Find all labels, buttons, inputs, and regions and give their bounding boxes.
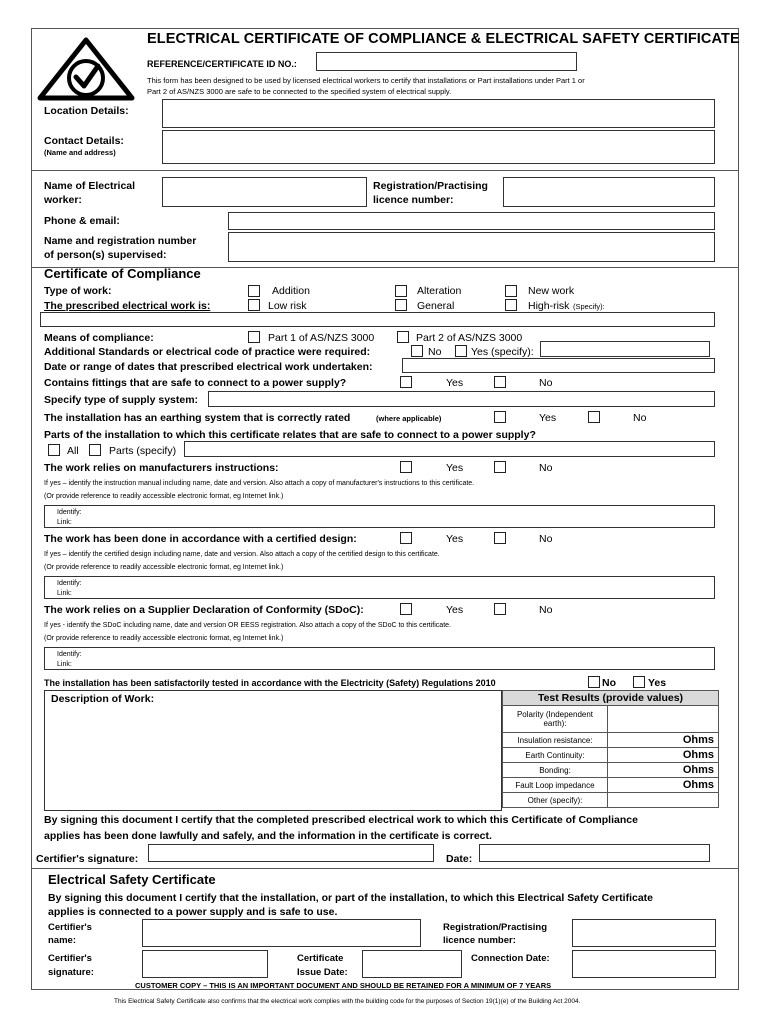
reference-id-label: REFERENCE/CERTIFICATE ID NO.: xyxy=(147,59,297,69)
contact-label: Contact Details: xyxy=(44,135,124,147)
esc-reg-label-1: Registration/Practising xyxy=(443,922,547,933)
design-label: The work has been done in accordance with a certified design: xyxy=(44,533,357,545)
test-label-insulation: Insulation resistance: xyxy=(503,733,608,748)
intro-text-line2: Part 2 of AS/NZS 3000 are safe to be connected to the specified system of electrical supply. xyxy=(147,87,452,96)
test-results-heading: Test Results (provide values) xyxy=(503,691,719,706)
esc-issue-label-2: Issue Date: xyxy=(297,967,348,978)
earthing-note: (where applicable) xyxy=(376,414,442,423)
location-input[interactable] xyxy=(162,99,715,128)
low-risk-label: Low risk xyxy=(268,300,307,312)
general-label: General xyxy=(417,300,455,312)
fittings-yes-checkbox[interactable] xyxy=(400,376,412,388)
sdoc-yes-label: Yes xyxy=(446,604,464,616)
worker-reg-input[interactable] xyxy=(503,177,715,207)
worker-name-label-2: worker: xyxy=(44,194,82,206)
earthing-yes-label: Yes xyxy=(539,412,557,424)
general-checkbox[interactable] xyxy=(395,299,407,311)
design-identify-input[interactable] xyxy=(44,576,715,599)
description-input[interactable] xyxy=(44,690,502,811)
test-results-table xyxy=(502,690,719,808)
tested-label: The installation has been satisfactorily tested in accordance with the Electricity (Safety) Regulations 2010 xyxy=(44,678,496,688)
parts-specify-checkbox[interactable] xyxy=(89,444,101,456)
test-value-earth-continuity[interactable]: Ohms xyxy=(608,748,719,763)
fittings-yes-label: Yes xyxy=(446,377,464,389)
sdoc-label: The work relies on a Supplier Declaration of Conformity (SDoC): xyxy=(44,604,364,616)
parts-all-label: All xyxy=(67,445,79,457)
additional-yes-checkbox[interactable] xyxy=(455,345,467,357)
test-label-earth-continuity: Earth Continuity: xyxy=(503,748,608,763)
contact-input[interactable] xyxy=(162,130,715,164)
reference-id-input[interactable] xyxy=(316,52,577,71)
fittings-no-label: No xyxy=(539,377,553,389)
test-label-bonding: Bonding: xyxy=(503,763,608,778)
design-no-label: No xyxy=(539,533,553,545)
esc-heading: Electrical Safety Certificate xyxy=(48,872,216,887)
test-value-fault-loop[interactable]: Ohms xyxy=(608,778,719,793)
tested-yes-checkbox[interactable] xyxy=(633,676,645,688)
high-risk-specify-label: (Specify): xyxy=(573,302,605,311)
manufacturer-note-1: If yes – identify the instruction manual including name, date and version. Also attach a copy of manufacturer's instructions to this certificate. xyxy=(44,480,475,487)
worker-reg-label-1: Registration/Practising xyxy=(373,180,488,192)
parts-all-checkbox[interactable] xyxy=(48,444,60,456)
parts-specify-label: Parts (specify) xyxy=(109,445,177,457)
means-of-compliance-label: Means of compliance: xyxy=(44,332,154,344)
sdoc-note-2: (Or provide reference to readily accessible electronic format, eg Internet link.) xyxy=(44,635,284,642)
coc-date-input[interactable] xyxy=(479,844,710,862)
low-risk-checkbox[interactable] xyxy=(248,299,260,311)
design-note-2: (Or provide reference to readily accessible electronic format, eg Internet link.) xyxy=(44,564,284,571)
esc-sig-label-2: signature: xyxy=(48,967,94,978)
test-label-fault-loop: Fault Loop impedance xyxy=(503,778,608,793)
parts-label: Parts of the installation to which this certificate relates that are safe to connect to a power supply? xyxy=(44,429,536,441)
fittings-label: Contains fittings that are safe to connect to a power supply? xyxy=(44,377,347,389)
regulatory-compliance-mark-logo xyxy=(36,36,136,102)
supervised-input[interactable] xyxy=(228,232,715,262)
sdoc-yes-checkbox[interactable] xyxy=(400,603,412,615)
table-row xyxy=(503,748,719,763)
supply-system-input[interactable] xyxy=(208,391,715,407)
additional-no-label: No xyxy=(428,346,442,358)
test-label-polarity: Polarity (Independent earth): xyxy=(503,706,608,733)
phone-email-label: Phone & email: xyxy=(44,215,120,227)
esc-issue-label-1: Certificate xyxy=(297,953,344,964)
alteration-checkbox[interactable] xyxy=(395,285,407,297)
test-value-other[interactable] xyxy=(608,793,719,808)
addition-label: Addition xyxy=(272,285,310,297)
coc-declaration-2: applies has been done lawfully and safely, and the information in the certificate is correct. xyxy=(44,830,492,842)
prescribed-work-label: The prescribed electrical work is: xyxy=(44,300,211,312)
sdoc-no-checkbox[interactable] xyxy=(494,603,506,615)
contact-sub-label: (Name and address) xyxy=(44,148,116,157)
high-risk-checkbox[interactable] xyxy=(505,299,517,311)
sdoc-identify-input[interactable] xyxy=(44,647,715,670)
dates-label: Date or range of dates that prescribed electrical work undertaken: xyxy=(44,361,373,373)
location-label: Location Details: xyxy=(44,105,129,117)
divider xyxy=(31,170,739,171)
esc-connection-date-input[interactable] xyxy=(572,950,716,978)
intro-text-line1: This form has been designed to be used by licensed electrical workers to certify that installations or Part installations under Part 1 or xyxy=(147,76,585,85)
test-label-other: Other (specify): xyxy=(503,793,608,808)
form-title: ELECTRICAL CERTIFICATE OF COMPLIANCE & ELECTRICAL SAFETY CERTIFICATE xyxy=(147,31,740,47)
part1-label: Part 1 of AS/NZS 3000 xyxy=(268,332,375,344)
supervised-label-1: Name and registration number xyxy=(44,235,197,247)
manufacturer-yes-label: Yes xyxy=(446,462,464,474)
sdoc-note-1: If yes - identify the SDoC including name, date and version OR EESS registration. Also attach a copy of the SDoC to this certificate. xyxy=(44,622,451,629)
certifier-signature-input[interactable] xyxy=(148,844,434,862)
identify-label: Identify: xyxy=(57,580,82,587)
new-work-checkbox[interactable] xyxy=(505,285,517,297)
identify-label: Identify: xyxy=(57,651,82,658)
new-work-label: New work xyxy=(528,285,575,297)
esc-certifier-signature-input[interactable] xyxy=(142,950,268,978)
earthing-no-label: No xyxy=(633,412,647,424)
esc-reg-label-2: licence number: xyxy=(443,935,516,946)
worker-reg-label-2: licence number: xyxy=(373,194,454,206)
link-label: Link: xyxy=(57,661,72,668)
sdoc-no-label: No xyxy=(539,604,553,616)
manufacturer-note-2: (Or provide reference to readily accessible electronic format, eg Internet link.) xyxy=(44,493,284,500)
test-value-insulation[interactable]: Ohms xyxy=(608,733,719,748)
divider xyxy=(31,868,739,869)
earthing-yes-checkbox[interactable] xyxy=(494,411,506,423)
dates-input[interactable] xyxy=(402,358,715,373)
certifier-signature-label: Certifier's signature: xyxy=(36,853,139,865)
manufacturer-no-label: No xyxy=(539,462,553,474)
manufacturer-yes-checkbox[interactable] xyxy=(400,461,412,473)
additional-yes-label: Yes (specify): xyxy=(471,346,534,358)
phone-email-input[interactable] xyxy=(228,212,715,230)
additional-standards-label: Additional Standards or electrical code of practice were required: xyxy=(44,346,371,358)
esc-name-label-1: Certifier's xyxy=(48,922,92,933)
worker-name-label-1: Name of Electrical xyxy=(44,180,136,192)
design-note-1: If yes – identify the certified design including name, date and version. Also attach a copy of the certified design to this certificate. xyxy=(44,551,440,558)
manufacturer-identify-input[interactable] xyxy=(44,505,715,528)
supervised-label-2: of person(s) supervised: xyxy=(44,249,167,261)
additional-specify-input[interactable] xyxy=(540,341,710,357)
part2-checkbox[interactable] xyxy=(397,331,409,343)
tested-no-checkbox[interactable] xyxy=(588,676,600,688)
customer-copy-notice: CUSTOMER COPY – THIS IS AN IMPORTANT DOCUMENT AND SHOULD BE RETAINED FOR A MINIMUM OF 7 YEARS xyxy=(135,981,552,990)
worker-name-input[interactable] xyxy=(162,177,367,207)
design-no-checkbox[interactable] xyxy=(494,532,506,544)
link-label: Link: xyxy=(57,519,72,526)
coc-heading: Certificate of Compliance xyxy=(44,266,201,281)
fittings-no-checkbox[interactable] xyxy=(494,376,506,388)
table-row xyxy=(503,778,719,793)
table-row xyxy=(503,793,719,808)
tested-no-label: No xyxy=(602,677,616,689)
part1-checkbox[interactable] xyxy=(248,331,260,343)
esc-connection-label: Connection Date: xyxy=(471,953,550,964)
identify-label: Identify: xyxy=(57,509,82,516)
description-label: Description of Work: xyxy=(51,693,155,705)
building-act-note: This Electrical Safety Certificate also confirms that the electrical work complies with the building code for the purposes of Section 19(1)(e) of the Building Act 2004. xyxy=(114,998,581,1005)
esc-issue-date-input[interactable] xyxy=(362,950,462,978)
part2-label: Part 2 of AS/NZS 3000 xyxy=(416,332,523,344)
link-label: Link: xyxy=(57,590,72,597)
coc-declaration-1: By signing this document I certify that the completed prescribed electrical work to which this Certificate of Compliance xyxy=(44,814,638,826)
parts-specify-input[interactable] xyxy=(184,441,715,457)
addition-checkbox[interactable] xyxy=(248,285,260,297)
manufacturer-no-checkbox[interactable] xyxy=(494,461,506,473)
esc-declaration-2: applies is connected to a power supply and is safe to use. xyxy=(48,906,338,918)
coc-date-label: Date: xyxy=(446,853,473,865)
type-of-work-label: Type of work: xyxy=(44,285,112,297)
esc-sig-label-1: Certifier's xyxy=(48,953,92,964)
esc-certifier-name-input[interactable] xyxy=(142,919,421,947)
additional-no-checkbox[interactable] xyxy=(411,345,423,357)
table-row xyxy=(503,733,719,748)
high-risk-label: High-risk xyxy=(528,300,570,312)
table-row xyxy=(503,763,719,778)
manufacturer-label: The work relies on manufacturers instructions: xyxy=(44,462,279,474)
supply-system-label: Specify type of supply system: xyxy=(44,394,199,406)
esc-name-label-2: name: xyxy=(48,935,76,946)
alteration-label: Alteration xyxy=(417,285,462,297)
earthing-no-checkbox[interactable] xyxy=(588,411,600,423)
earthing-label: The installation has an earthing system that is correctly rated xyxy=(44,412,351,424)
esc-declaration-1: By signing this document I certify that the installation, or part of the installation, to which this Electrical Safety Certificate xyxy=(48,892,654,904)
test-value-polarity[interactable] xyxy=(608,706,719,733)
design-yes-checkbox[interactable] xyxy=(400,532,412,544)
risk-specify-input[interactable] xyxy=(40,312,715,327)
tested-yes-label: Yes xyxy=(648,677,667,689)
test-value-bonding[interactable]: Ohms xyxy=(608,763,719,778)
table-row xyxy=(503,706,719,733)
design-yes-label: Yes xyxy=(446,533,464,545)
esc-reg-input[interactable] xyxy=(572,919,716,947)
